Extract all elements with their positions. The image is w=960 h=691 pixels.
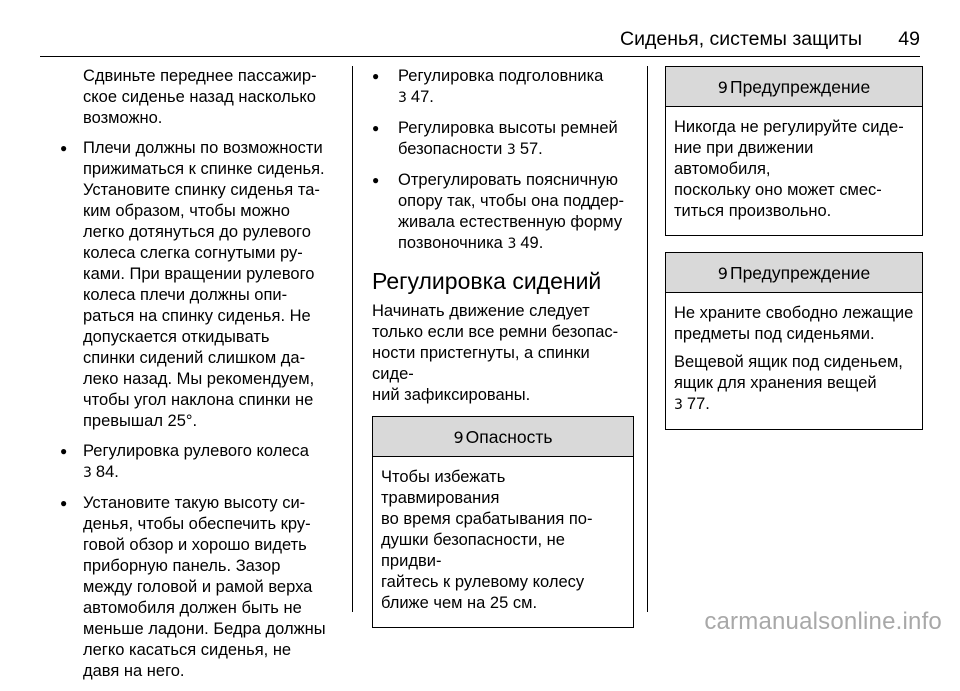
text-line: опору так, чтобы она поддер- [398,192,624,210]
text-line: во время срабатывания по- [381,510,593,528]
page-ref-icon: 3 [398,90,407,106]
warning-box-body [666,107,922,235]
text-line: Сдвиньте переднее пассажир- [83,67,317,85]
warning-box-header [666,253,922,293]
page-number: 49 [898,28,920,50]
bullet-item [60,138,345,432]
text-line: спинки сидений слишком да- [83,349,306,367]
danger-box-text [381,467,625,614]
danger-box-header [373,417,633,457]
column-divider-1 [352,66,353,612]
column-1 [83,66,345,691]
bullet-item [372,118,634,161]
text-line: Плечи должны по возможности [83,139,323,157]
text-line: между головой и рамой верха [83,578,313,596]
text-line: колеса плечи должны опи- [83,286,288,304]
page-ref-number: 77. [686,395,710,413]
section-heading: Регулировка сидений [372,268,602,294]
text-line: возможно. [83,109,163,127]
page-ref-number: 57. [519,140,543,158]
text-line: Никогда не регулируйте сиде- [674,118,904,136]
text-line: колеса слегка согнутыми ру- [83,244,303,262]
text-line: Регулировка рулевого колеса [83,442,309,460]
text-line: превышал 25°. [83,412,198,430]
text-line: чтобы угол наклона спинки не [83,391,314,409]
page-ref[interactable] [674,395,710,413]
warning-triangle-icon: 9 [453,428,464,447]
column-divider-2 [647,66,648,612]
page-ref-icon: 3 [674,397,683,413]
warning-box-header [666,67,922,107]
page-ref-icon: 3 [83,465,92,481]
text-line: ким образом, чтобы можно [83,202,290,220]
text-line: Установите спинку сиденья та- [83,181,320,199]
section-paragraph [372,301,634,406]
bullet-item [372,66,634,109]
text-line: ящик для хранения вещей [674,374,877,392]
page-ref-number: 49. [520,234,544,252]
text-line: Регулировка подголовника [398,67,604,85]
text-line: живала естественную форму [398,213,623,231]
text-line: прижиматься к спинке сиденья. [83,160,325,178]
text-line: допускается откидывать [83,328,270,346]
warning-box-1 [665,66,923,236]
text-line: автомобиля должен быть не [83,599,302,617]
page-ref[interactable] [507,234,543,252]
warning-box-title: Предупреждение [729,77,871,97]
warning-box-body [666,293,922,429]
page-ref-number: 84. [95,463,119,481]
text-line: давя на него. [83,662,185,680]
watermark: carmanualsonline.info [704,608,942,635]
text-line: поскольку оно может смес- [674,181,882,199]
page-ref-icon: 3 [507,236,517,252]
warning-box-title: Предупреждение [729,263,871,283]
warning-box-text [674,117,914,222]
column-3 [665,66,923,442]
text-line: Начинать движение следует [372,302,590,320]
text-line: ближе чем на 25 см. [381,594,538,612]
text-line: позвоночника [398,234,503,252]
text-line: леко назад. Мы рекомендуем, [83,370,315,388]
text-line: приборную панель. Зазор [83,557,281,575]
column-2 [372,66,634,640]
warning-triangle-icon: 9 [717,78,728,97]
text-line: легко дотянуться до рулевого [83,223,311,241]
text-line: денья, чтобы обеспечить кру- [83,515,311,533]
section-title: Сиденья, системы защиты [620,28,862,50]
text-line: ние при движении автомобиля, [674,139,814,178]
text-line: Не храните свободно лежащие [674,304,914,322]
text-line: меньше ладони. Бедра должны [83,620,326,638]
text-line: раться на спинку сиденья. Не [83,307,311,325]
text-line: говой обзор и хорошо видеть [83,536,307,554]
text-line: Чтобы избежать травмирования [381,468,506,507]
page-ref-number: 47. [410,88,434,106]
text-line: безопасности [398,140,503,158]
text-line: только если все ремни безопас- [372,323,619,341]
text-line: ности пристегнуты, а спинки сиде- [372,344,590,383]
warning-box-text [674,303,914,345]
danger-box-title: Опасность [465,427,553,447]
text-line: легко касаться сиденья, не [83,641,292,659]
page-ref[interactable] [83,463,119,481]
text-line: Отрегулировать поясничную [398,171,618,189]
warning-triangle-icon: 9 [717,264,728,283]
warning-box-text [674,352,914,416]
text-line: Регулировка высоты ремней [398,119,618,137]
warning-box-2 [665,252,923,430]
intro-paragraph [83,66,345,129]
text-line: ское сиденье назад насколько [83,88,316,106]
text-line: Вещевой ящик под сиденьем, [674,353,903,371]
page-ref-icon: 3 [506,142,516,158]
danger-box-body [373,457,633,627]
danger-box [372,416,634,628]
text-line: душки безопасности, не придви- [381,531,565,570]
bullet-item [372,170,634,255]
bullet-item [60,441,345,484]
page-ref[interactable] [398,88,434,106]
text-line: ний зафиксированы. [372,386,531,404]
text-line: титься произвольно. [674,202,832,220]
header-divider [40,56,920,57]
text-line: Установите такую высоту си- [83,494,306,512]
text-line: ками. При вращении рулевого [83,265,315,283]
bullet-item [60,493,345,682]
text-line: гайтесь к рулевому колесу [381,573,585,591]
text-line: предметы под сиденьями. [674,325,875,343]
page-ref[interactable] [507,140,543,158]
